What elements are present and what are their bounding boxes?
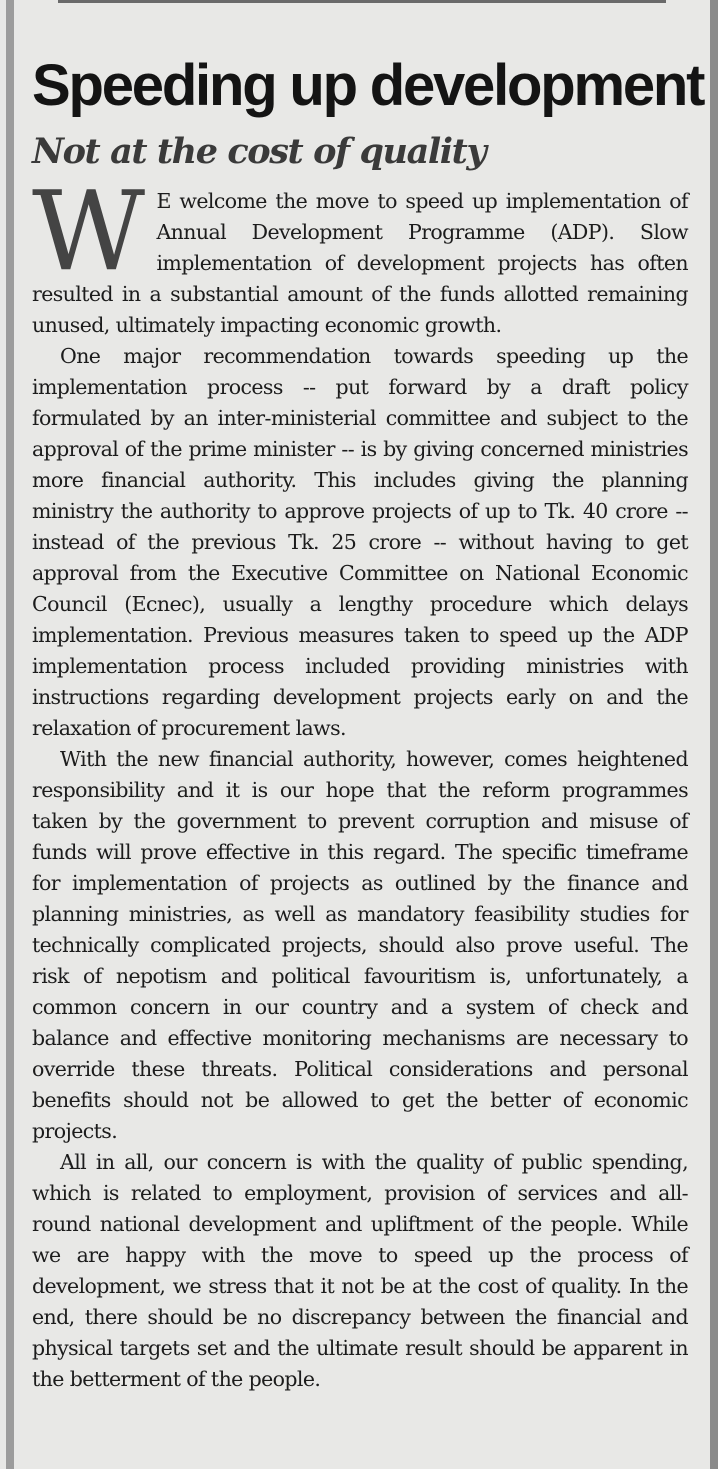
paragraph-3: With the new financial authority, however, comes heightened responsibility and it is our hope that the reform programmes taken by the government to prevent corruption and misuse of funds will prove effective in this regard. The specific timeframe for implementation of projects as outlined by the finance and planning ministries, as well as mandatory feasibility studies for technically complicated projects, should also prove useful. The risk of nepotism and political favouritism is, unfortunately, a common concern in our country and a system of check and balance and effective monitoring mechanisms are necessary to override these threats. Political considerations and personal benefits should not be allowed to get the better of economic projects. [32, 747, 688, 1143]
page-edge-right [710, 0, 718, 1469]
paragraph-1 [32, 167, 688, 341]
drop-cap: W [32, 167, 145, 295]
page-edge-left [6, 0, 14, 1469]
headline: Speeding up development [32, 53, 704, 118]
article-body [32, 167, 688, 1395]
paragraph-2: One major recommendation towards speeding up the implementation process -- put forward by a draft policy formulated by an inter-ministerial committee and subject to the approval of the prime minister -- is by giving concerned ministries more financial authority. This includes giving the planning ministry the authority to approve projects of up to Tk. 40 crore -- instead of the previous Tk. 25 crore -- without having to get approval from the Executive Committee on National Economic Council (Ecnec), usually a lengthy procedure which delays implementation. Previous measures taken to speed up the ADP implementation process included providing ministries with instructions regarding development projects early on and the relaxation of procurement laws. [32, 344, 688, 740]
top-rule-divider [58, 0, 666, 3]
subheadline: Not at the cost of quality [32, 131, 486, 172]
paragraph-4: All in all, our concern is with the quality of public spending, which is related to employment, provision of services and all-round national development and upliftment of the people. While we are happy with the move to speed up the process of development, we stress that it not be at the cost of quality. In the end, there should be no discrepancy between the financial and physical targets set and the ultimate result should be apparent in the betterment of the people. [32, 1150, 688, 1391]
paragraph-1-text: E welcome the move to speed up implementation of Annual Development Programme (ADP). Slow implementation of development projects has often resulted in a substantial amount of the funds allotted remaining unused, ultimately impacting economic growth. [32, 189, 688, 337]
